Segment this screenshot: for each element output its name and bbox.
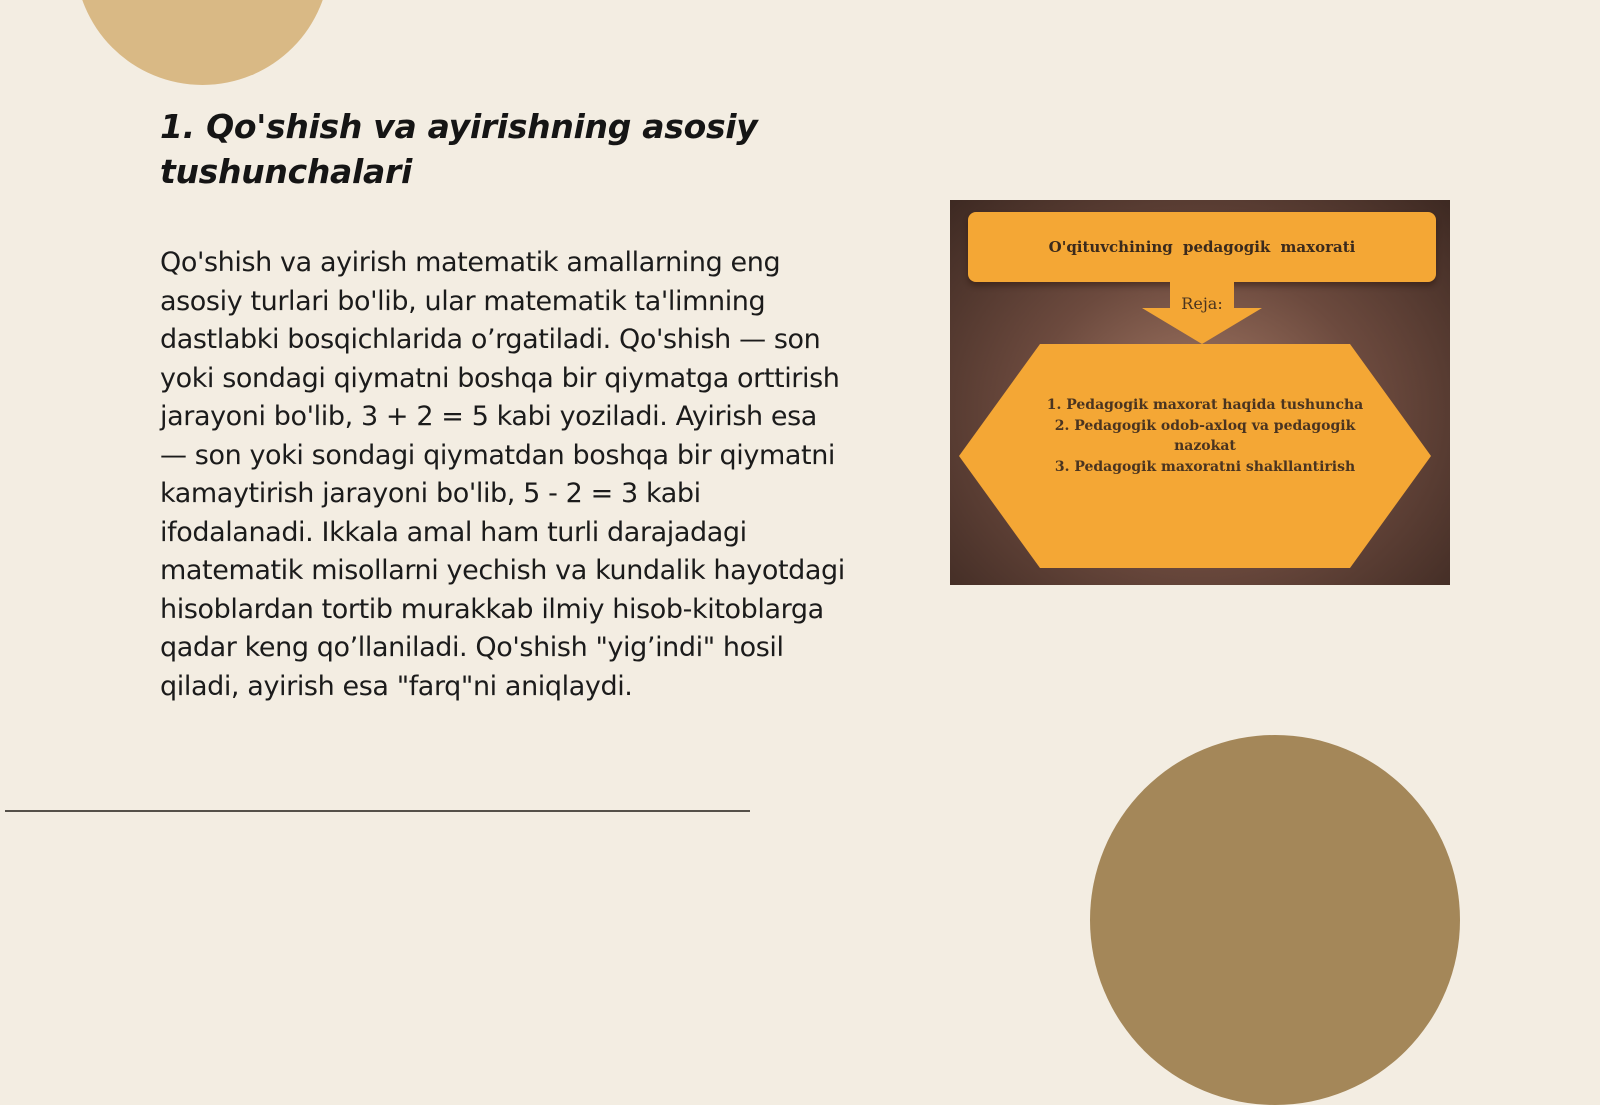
slide-title: 1. Qo'shish va ayirishning asosiy tushunchalari	[160, 107, 758, 191]
lesson-plan-item: 1. Pedagogik maxorat haqida tushuncha	[1046, 397, 1364, 413]
lesson-plan-list	[1045, 395, 1365, 477]
decorative-circle-top	[75, 0, 330, 85]
arrow-label: Reja:	[1181, 294, 1223, 313]
lesson-plan-image	[950, 200, 1450, 585]
divider-line	[5, 810, 750, 812]
lesson-plan-item: 2. Pedagogik odob-axloq va pedagogik nazokat	[1054, 417, 1356, 454]
slide-body-text: Qo'shish va ayirish matematik amallarning eng asosiy turlari bo'lib, ular matematik ta'limning dastlabki bosqichlarida o’rgatiladi. Qo'shish — son yoki sondagi qiymatni boshqa bir qiymatga orttirish jarayoni bo'lib, 3 + 2 = 5 kabi yoziladi. Ayirish esa — son yoki sondagi qiymatdan boshqa bir qiymatni kamaytirish jarayoni bo'lib, 5 - 2 = 3 kabi ifodalanadi. Ikkala amal ham turli darajadagi matematik misollarni yechish va kundalik hayotdagi hisoblardan tortib murakkab ilmiy hisob-kitoblarga qadar keng qo’llaniladi. Qo'shish "yig’indi" hosil qiladi, ayirish esa "farq"ni aniqlaydi.	[160, 247, 845, 702]
lesson-plan-item: 3. Pedagogik maxoratni shakllantirish	[1054, 458, 1356, 475]
decorative-circle-bottom	[1090, 735, 1460, 1105]
figure-header: O'qituvchining pedagogik maxorati	[968, 212, 1436, 282]
